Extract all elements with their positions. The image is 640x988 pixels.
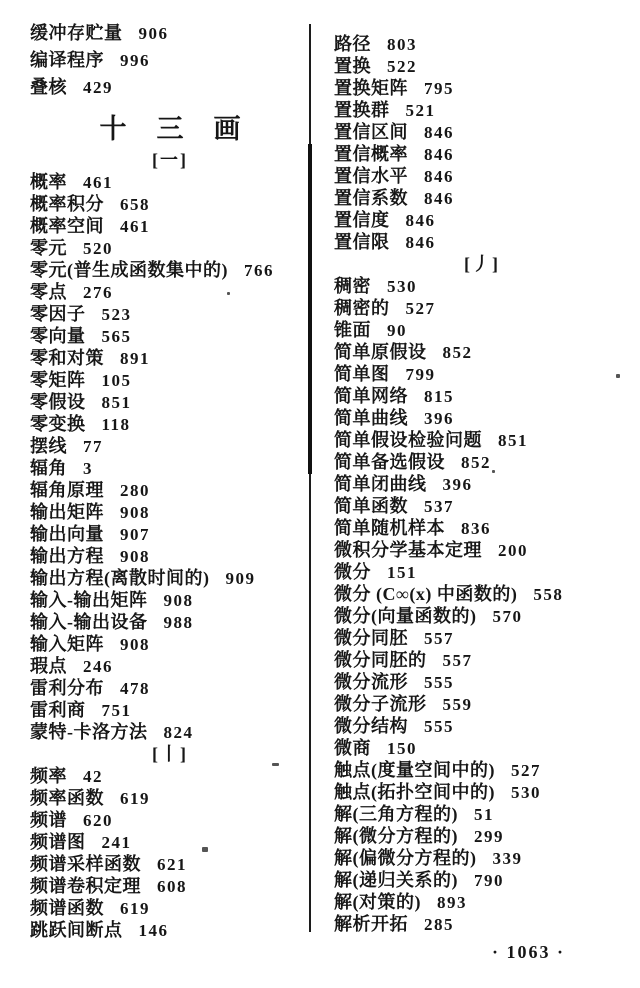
entry-term: 频谱 <box>30 810 67 830</box>
index-entry <box>334 891 630 913</box>
index-entry <box>30 721 310 743</box>
entry-page-number: 276 <box>83 283 113 302</box>
index-entry <box>334 517 630 539</box>
entry-term: 频谱图 <box>30 832 86 852</box>
index-entry <box>30 259 310 281</box>
index-entry <box>334 781 630 803</box>
entry-term: 简单网络 <box>334 386 408 406</box>
entry-page-number: 846 <box>424 123 454 142</box>
entry-page-number: 908 <box>163 591 194 610</box>
entry-term: 微分流形 <box>334 672 408 692</box>
entry-term: 输出矩阵 <box>30 502 104 522</box>
index-entry <box>334 209 630 231</box>
entry-page-number: 339 <box>492 849 523 868</box>
entry-term: 置信区间 <box>334 122 408 142</box>
scan-speck <box>227 292 230 295</box>
entry-term: 辐角 <box>30 458 67 478</box>
entry-page-number: 42 <box>83 767 103 786</box>
entry-page-number: 908 <box>120 635 150 654</box>
index-entry <box>30 215 310 237</box>
entry-term: 跳跃间断点 <box>30 920 123 940</box>
entry-page-number: 795 <box>424 79 454 98</box>
entry-page-number: 280 <box>120 481 150 500</box>
index-entry <box>334 913 630 935</box>
heng-section-entries <box>30 171 310 743</box>
entry-term: 零变换 <box>30 414 86 434</box>
index-entry <box>334 583 630 605</box>
index-entry <box>30 765 310 787</box>
entry-page-number: 150 <box>387 739 417 758</box>
entry-page-number: 996 <box>120 51 150 70</box>
index-entry <box>334 187 630 209</box>
continued-entries <box>334 33 630 253</box>
entry-term: 输出方程 <box>30 546 104 566</box>
entry-term: 简单曲线 <box>334 408 408 428</box>
entry-term: 解(三角方程的) <box>334 804 458 824</box>
index-entry <box>334 451 630 473</box>
entry-term: 频谱卷积定理 <box>30 876 141 896</box>
index-entry <box>334 671 630 693</box>
entry-page-number: 803 <box>387 35 417 54</box>
entry-page-number: 557 <box>424 629 454 648</box>
index-entry <box>30 47 310 74</box>
entry-term: 缓冲存贮量 <box>30 23 123 43</box>
entry-term: 稠密 <box>334 276 371 296</box>
entry-page-number: 555 <box>424 673 454 692</box>
index-entry <box>30 809 310 831</box>
entry-page-number: 557 <box>442 651 473 670</box>
entry-page-number: 461 <box>83 173 113 192</box>
entry-term: 置换 <box>334 56 371 76</box>
entry-term: 置信度 <box>334 210 390 230</box>
index-entry <box>334 693 630 715</box>
index-entry <box>334 429 630 451</box>
entry-page-number: 241 <box>101 833 132 852</box>
entry-page-number: 851 <box>101 393 132 412</box>
index-entry <box>30 677 310 699</box>
index-entry <box>30 457 310 479</box>
index-entry <box>30 435 310 457</box>
index-entry <box>334 165 630 187</box>
entry-term: 置换矩阵 <box>334 78 408 98</box>
entry-page-number: 396 <box>442 475 473 494</box>
index-entry <box>30 501 310 523</box>
entry-page-number: 570 <box>492 607 523 626</box>
entry-page-number: 285 <box>424 915 454 934</box>
entry-page-number: 619 <box>120 789 150 808</box>
entry-term: 频谱函数 <box>30 898 104 918</box>
entry-term: 简单图 <box>334 364 390 384</box>
index-entry <box>334 363 630 385</box>
entry-term: 概率 <box>30 172 67 192</box>
entry-term: 零元(普生成函数集中的) <box>30 260 228 280</box>
entry-term: 简单函数 <box>334 496 408 516</box>
entry-term: 输出向量 <box>30 524 104 544</box>
entry-term: 微分结构 <box>334 716 408 736</box>
entry-term: 置信系数 <box>334 188 408 208</box>
entry-page-number: 118 <box>101 415 131 434</box>
entry-term: 简单随机样本 <box>334 518 445 538</box>
entry-term: 雷利分布 <box>30 678 104 698</box>
index-entry <box>334 407 630 429</box>
entry-page-number: 429 <box>83 78 113 97</box>
entry-page-number: 520 <box>83 239 113 258</box>
entry-term: 触点(拓扑空间中的) <box>334 782 495 802</box>
index-entry <box>30 589 310 611</box>
entry-page-number: 522 <box>387 57 417 76</box>
entry-term: 解(微分方程的) <box>334 826 458 846</box>
subsection-shu-label: [丨] <box>152 744 188 764</box>
entry-page-number: 846 <box>424 189 454 208</box>
entry-term: 置信水平 <box>334 166 408 186</box>
entry-page-number: 846 <box>424 145 454 164</box>
entry-term: 零假设 <box>30 392 86 412</box>
previous-section-entries <box>30 20 310 101</box>
entry-term: 零元 <box>30 238 67 258</box>
index-entry <box>30 20 310 47</box>
index-entry <box>30 875 310 897</box>
entry-term: 概率空间 <box>30 216 104 236</box>
entry-term: 微分同胚 <box>334 628 408 648</box>
shu-section-entries <box>30 765 310 941</box>
entry-term: 蒙特-卡洛方法 <box>30 722 148 742</box>
entry-term: 零和对策 <box>30 348 104 368</box>
entry-page-number: 558 <box>533 585 564 604</box>
entry-term: 解(递归关系的) <box>334 870 458 890</box>
entry-term: 零向量 <box>30 326 86 346</box>
entry-page-number: 824 <box>163 723 194 742</box>
entry-term: 输出方程(离散时间的) <box>30 568 210 588</box>
entry-term: 频谱采样函数 <box>30 854 141 874</box>
entry-term: 解(对策的) <box>334 892 421 912</box>
index-entry <box>30 413 310 435</box>
index-entry <box>334 341 630 363</box>
entry-term: 简单假设检验问题 <box>334 430 482 450</box>
entry-term: 微分 <box>334 562 371 582</box>
entry-term: 输入矩阵 <box>30 634 104 654</box>
subsection-heng-label: [一] <box>152 150 188 170</box>
entry-page-number: 530 <box>387 277 417 296</box>
index-entry <box>30 699 310 721</box>
entry-term: 零点 <box>30 282 67 302</box>
index-entry <box>334 847 630 869</box>
index-entry <box>334 231 630 253</box>
entry-page-number: 891 <box>120 349 150 368</box>
entry-page-number: 246 <box>83 657 113 676</box>
entry-page-number: 846 <box>405 233 436 252</box>
entry-page-number: 799 <box>405 365 436 384</box>
entry-term: 频率函数 <box>30 788 104 808</box>
entry-term: 简单原假设 <box>334 342 427 362</box>
entry-term: 零因子 <box>30 304 86 324</box>
entry-term: 微分子流形 <box>334 694 427 714</box>
entry-page-number: 608 <box>157 877 187 896</box>
index-entry <box>334 715 630 737</box>
index-entry <box>334 297 630 319</box>
entry-page-number: 530 <box>511 783 541 802</box>
entry-term: 微分 (C∞(x) 中函数的) <box>334 584 518 604</box>
index-entry <box>30 611 310 633</box>
entry-page-number: 396 <box>424 409 454 428</box>
index-entry <box>30 237 310 259</box>
entry-page-number: 621 <box>157 855 187 874</box>
index-entry <box>30 567 310 589</box>
entry-term: 解(偏微分方程的) <box>334 848 477 868</box>
entry-page-number: 815 <box>424 387 454 406</box>
entry-term: 概率积分 <box>30 194 104 214</box>
entry-page-number: 846 <box>405 211 436 230</box>
scan-speck <box>492 470 495 473</box>
entry-page-number: 852 <box>461 453 491 472</box>
entry-term: 编译程序 <box>30 50 104 70</box>
entry-page-number: 299 <box>474 827 504 846</box>
entry-page-number: 766 <box>244 261 274 280</box>
entry-term: 置信限 <box>334 232 390 252</box>
index-entry <box>334 803 630 825</box>
entry-page-number: 620 <box>83 811 113 830</box>
pie-section-entries <box>334 275 630 935</box>
index-entry <box>334 561 630 583</box>
index-entry <box>334 121 630 143</box>
index-entry <box>30 347 310 369</box>
entry-term: 零矩阵 <box>30 370 86 390</box>
entry-page-number: 836 <box>461 519 491 538</box>
entry-page-number: 555 <box>424 717 454 736</box>
index-entry <box>334 539 630 561</box>
entry-term: 微分(向量函数的) <box>334 606 477 626</box>
entry-page-number: 559 <box>442 695 473 714</box>
entry-term: 置换群 <box>334 100 390 120</box>
index-entry <box>334 649 630 671</box>
entry-term: 叠核 <box>30 77 67 97</box>
entry-page-number: 909 <box>225 569 256 588</box>
left-column <box>30 20 310 941</box>
index-entry <box>334 869 630 891</box>
entry-page-number: 537 <box>424 497 454 516</box>
index-entry <box>30 391 310 413</box>
column-divider-rule <box>309 24 311 932</box>
entry-term: 频率 <box>30 766 67 786</box>
right-column <box>334 33 630 935</box>
stroke-count-section-title: 十三画 <box>99 114 271 144</box>
entry-page-number: 105 <box>101 371 132 390</box>
entry-term: 摆线 <box>30 436 67 456</box>
entry-term: 输入-输出设备 <box>30 612 148 632</box>
index-entry <box>30 919 310 941</box>
entry-term: 微商 <box>334 738 371 758</box>
index-entry <box>30 633 310 655</box>
index-entry <box>30 831 310 853</box>
index-entry <box>334 473 630 495</box>
index-entry <box>334 143 630 165</box>
entry-page-number: 751 <box>101 701 132 720</box>
entry-page-number: 200 <box>498 541 528 560</box>
index-entry <box>30 897 310 919</box>
entry-page-number: 908 <box>120 503 150 522</box>
index-entry <box>334 825 630 847</box>
index-entry <box>30 369 310 391</box>
index-entry <box>334 319 630 341</box>
index-entry <box>30 479 310 501</box>
index-entry <box>334 737 630 759</box>
index-entry <box>334 385 630 407</box>
entry-term: 简单备选假设 <box>334 452 445 472</box>
index-entry <box>30 523 310 545</box>
entry-page-number: 790 <box>474 871 504 890</box>
index-entry <box>30 787 310 809</box>
index-entry <box>30 325 310 347</box>
entry-page-number: 77 <box>83 437 103 456</box>
index-entry <box>334 99 630 121</box>
entry-term: 置信概率 <box>334 144 408 164</box>
index-entry <box>334 33 630 55</box>
index-entry <box>334 77 630 99</box>
index-entry <box>30 171 310 193</box>
index-entry <box>334 55 630 77</box>
entry-page-number: 523 <box>101 305 132 324</box>
entry-page-number: 146 <box>138 921 169 940</box>
entry-page-number: 527 <box>511 761 541 780</box>
scan-speck <box>202 847 208 852</box>
scan-speck <box>616 374 620 378</box>
entry-term: 微积分学基本定理 <box>334 540 482 560</box>
entry-term: 触点(度量空间中的) <box>334 760 495 780</box>
entry-page-number: 461 <box>120 217 150 236</box>
entry-page-number: 151 <box>387 563 417 582</box>
entry-page-number: 852 <box>442 343 473 362</box>
index-entry <box>334 275 630 297</box>
index-entry <box>334 495 630 517</box>
index-entry <box>30 545 310 567</box>
entry-term: 瑕点 <box>30 656 67 676</box>
index-entry <box>334 605 630 627</box>
entry-page-number: 846 <box>424 167 454 186</box>
entry-term: 解析开拓 <box>334 914 408 934</box>
index-entry <box>30 303 310 325</box>
entry-page-number: 851 <box>498 431 528 450</box>
index-entry <box>30 655 310 677</box>
index-entry <box>334 627 630 649</box>
entry-page-number: 908 <box>120 547 150 566</box>
scan-speck <box>272 763 279 766</box>
entry-page-number: 478 <box>120 679 150 698</box>
index-entry <box>30 281 310 303</box>
index-entry <box>334 759 630 781</box>
entry-term: 输入-输出矩阵 <box>30 590 148 610</box>
entry-page-number: 51 <box>474 805 494 824</box>
index-entry <box>30 853 310 875</box>
entry-term: 稠密的 <box>334 298 390 318</box>
entry-page-number: 988 <box>163 613 194 632</box>
entry-page-number: 893 <box>437 893 467 912</box>
entry-page-number: 90 <box>387 321 407 340</box>
index-entry <box>30 193 310 215</box>
index-entry <box>30 74 310 101</box>
entry-term: 辐角原理 <box>30 480 104 500</box>
entry-term: 锥面 <box>334 320 371 340</box>
entry-page-number: 658 <box>120 195 150 214</box>
book-page-number: · 1063 · <box>492 942 566 962</box>
entry-page-number: 906 <box>138 24 169 43</box>
subsection-pie-label: [丿] <box>464 254 500 274</box>
entry-term: 微分同胚的 <box>334 650 427 670</box>
entry-page-number: 907 <box>120 525 150 544</box>
entry-page-number: 521 <box>405 101 436 120</box>
entry-page-number: 3 <box>83 459 93 478</box>
entry-term: 雷利商 <box>30 700 86 720</box>
entry-page-number: 527 <box>405 299 436 318</box>
entry-page-number: 565 <box>101 327 132 346</box>
entry-term: 路径 <box>334 34 371 54</box>
entry-page-number: 619 <box>120 899 150 918</box>
entry-term: 简单闭曲线 <box>334 474 427 494</box>
